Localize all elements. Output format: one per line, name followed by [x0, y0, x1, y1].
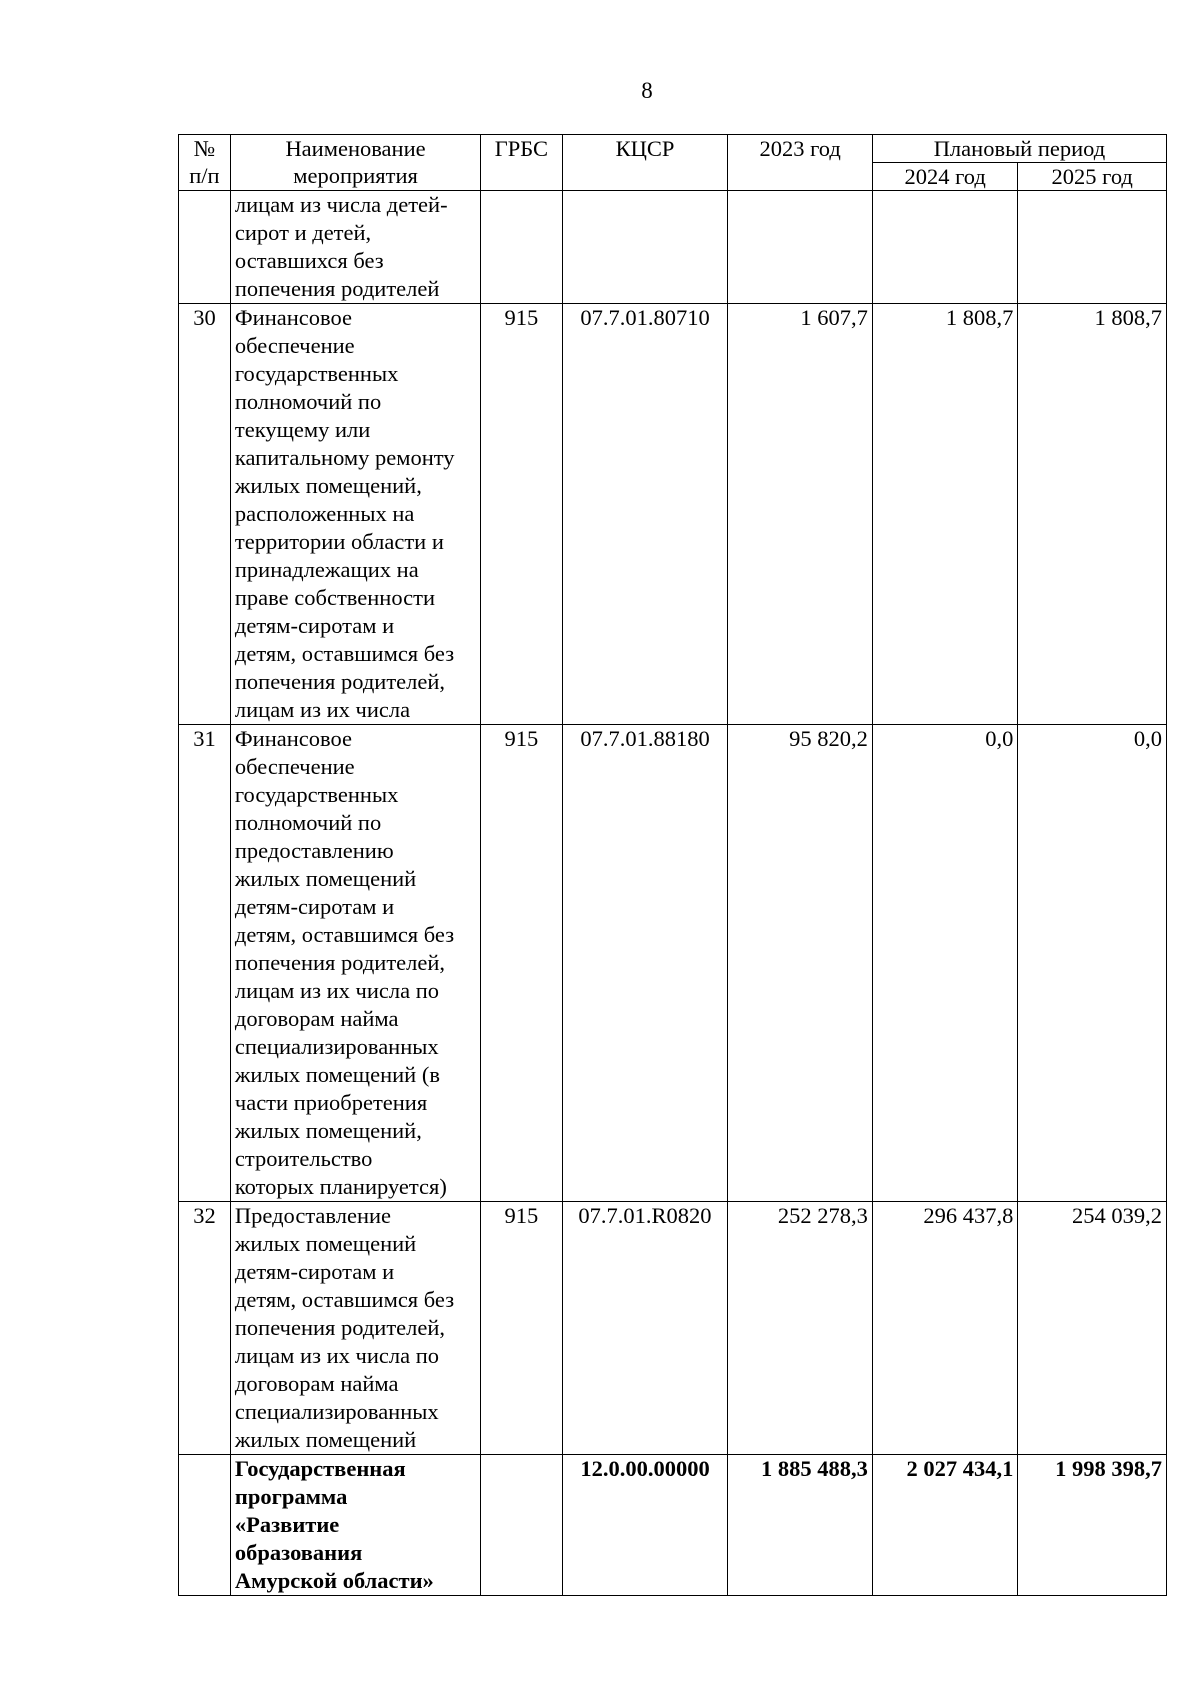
cell-2025: 1 808,7 — [1018, 304, 1167, 725]
header-2023: 2023 год — [728, 135, 872, 191]
total-grbs — [481, 1455, 562, 1596]
cell-name: Финансовое обеспечение государственных полномочий по текущему или капитальному ремонту жилых помещений, расположенных на территории области и принадлежащих на праве собственности детям-сиротам и детям, оставшимся без попечения родителей, лицам из их числа — [230, 304, 480, 725]
cell-num: 32 — [179, 1202, 231, 1455]
cell-grbs — [481, 191, 562, 304]
header-2024: 2024 год — [872, 163, 1018, 191]
total-2023: 1 885 488,3 — [728, 1455, 872, 1596]
cell-grbs: 915 — [481, 725, 562, 1202]
cell-2025: 254 039,2 — [1018, 1202, 1167, 1455]
cell-kcsr: 07.7.01.R0820 — [562, 1202, 728, 1455]
header-num: № п/п — [179, 135, 231, 191]
total-row — [179, 1455, 1167, 1596]
cell-2024: 1 808,7 — [872, 304, 1018, 725]
cell-2024: 296 437,8 — [872, 1202, 1018, 1455]
cell-num: 30 — [179, 304, 231, 725]
page-number: 8 — [641, 78, 653, 103]
header-kcsr: КЦСР — [562, 135, 728, 191]
cell-2023 — [728, 191, 872, 304]
total-2025: 1 998 398,7 — [1018, 1455, 1167, 1596]
table-row — [179, 191, 1167, 304]
cell-name: лицам из числа детей- сирот и детей, оставшихся без попечения родителей — [230, 191, 480, 304]
cell-2023: 1 607,7 — [728, 304, 872, 725]
table-row — [179, 304, 1167, 725]
cell-2024: 0,0 — [872, 725, 1018, 1202]
cell-name: Финансовое обеспечение государственных полномочий по предоставлению жилых помещений детям-сиротам и детям, оставшимся без попечения родителей, лицам из их числа по договорам найма специализированных жилых помещений (в части приобретения жилых помещений, строительство которых планируется) — [230, 725, 480, 1202]
table-row — [179, 1202, 1167, 1455]
cell-2023: 95 820,2 — [728, 725, 872, 1202]
total-name: Государственная программа «Развитие образования Амурской области» — [230, 1455, 480, 1596]
cell-kcsr — [562, 191, 728, 304]
cell-num: 31 — [179, 725, 231, 1202]
table-row — [179, 725, 1167, 1202]
header-name: Наименование мероприятия — [230, 135, 480, 191]
cell-kcsr: 07.7.01.80710 — [562, 304, 728, 725]
cell-grbs: 915 — [481, 1202, 562, 1455]
header-planned-period: Плановый период — [872, 135, 1166, 163]
cell-2025 — [1018, 191, 1167, 304]
cell-name: Предоставление жилых помещений детям-сиротам и детям, оставшимся без попечения родителей, лицам из их числа по договорам найма специализированных жилых помещений — [230, 1202, 480, 1455]
cell-grbs: 915 — [481, 304, 562, 725]
budget-table — [178, 134, 1167, 1596]
header-2025: 2025 год — [1018, 163, 1167, 191]
cell-2024 — [872, 191, 1018, 304]
cell-2023: 252 278,3 — [728, 1202, 872, 1455]
total-kcsr: 12.0.00.00000 — [562, 1455, 728, 1596]
header-grbs: ГРБС — [481, 135, 562, 191]
cell-2025: 0,0 — [1018, 725, 1167, 1202]
cell-num — [179, 191, 231, 304]
cell-kcsr: 07.7.01.88180 — [562, 725, 728, 1202]
total-num — [179, 1455, 231, 1596]
header-row-1 — [179, 135, 1167, 163]
total-2024: 2 027 434,1 — [872, 1455, 1018, 1596]
